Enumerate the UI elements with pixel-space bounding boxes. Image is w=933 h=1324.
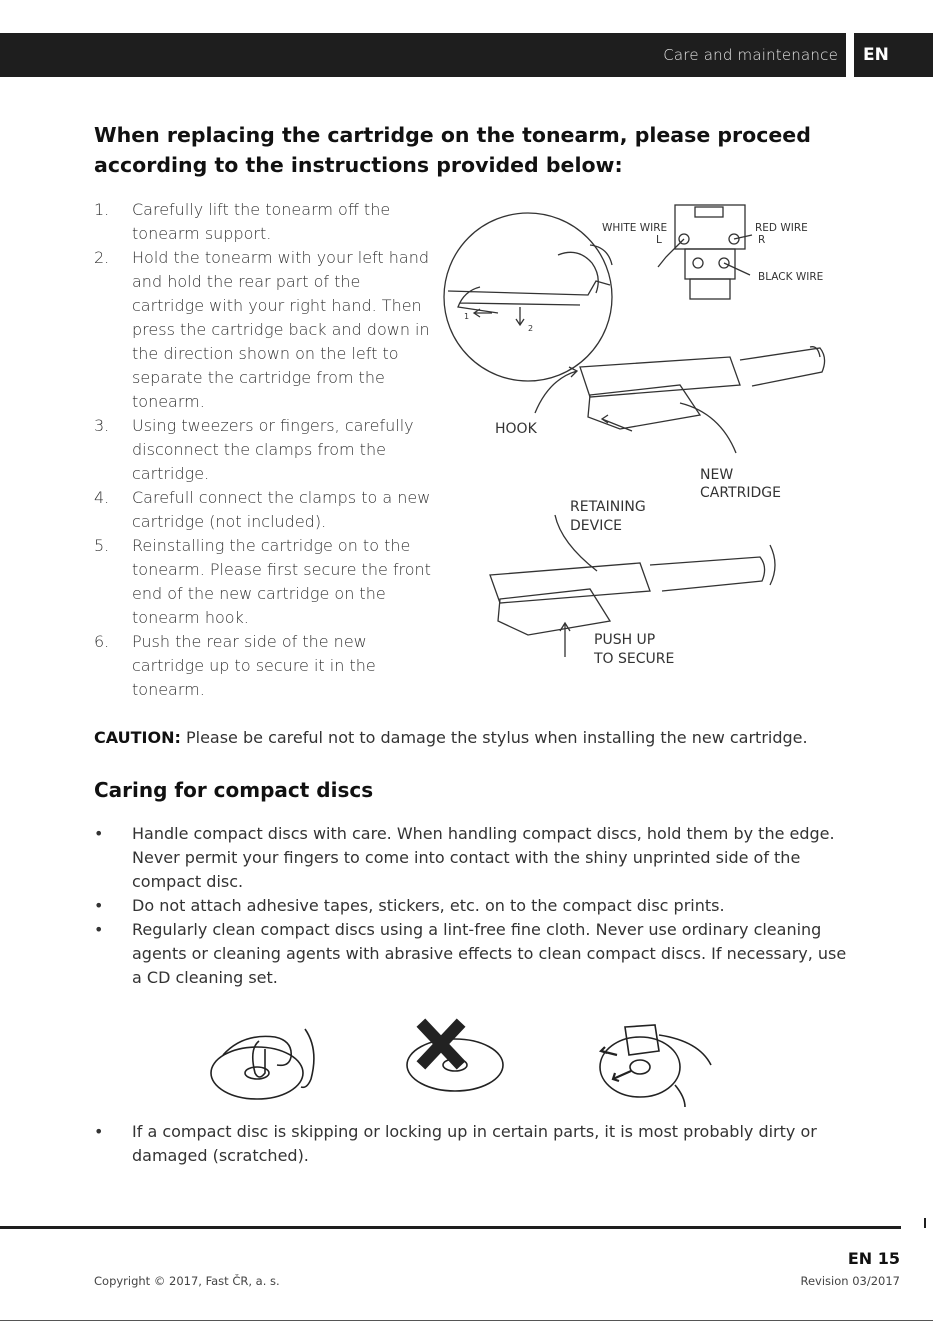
label-left: L bbox=[656, 234, 662, 246]
step-item bbox=[94, 198, 434, 246]
step-text: Push the rear side of the new cartridge up to secure it in the tonearm. bbox=[132, 632, 376, 699]
list-item bbox=[94, 1120, 854, 1168]
label-push-up: PUSH UP bbox=[594, 632, 656, 648]
tonearm-upper bbox=[580, 347, 825, 397]
page-number: EN 15 bbox=[847, 1249, 900, 1268]
step-text: Hold the tonearm with your left hand and hold the rear part of the cartridge with your right hand. Then press the cartridge back and down in the direction shown on the left to separate the cartridge from the tonearm. bbox=[132, 248, 430, 411]
step-number: 3. bbox=[94, 416, 110, 435]
bullet-symbol: • bbox=[94, 896, 104, 915]
header-bar bbox=[0, 33, 933, 77]
cd-cleaning-illustration bbox=[595, 1015, 720, 1110]
step-number: 4. bbox=[94, 488, 110, 507]
footer-divider bbox=[0, 1226, 901, 1229]
hand-sketch bbox=[448, 245, 612, 313]
cartridge-diagram bbox=[440, 195, 860, 675]
step-number: 5. bbox=[94, 536, 110, 555]
bullet-symbol: • bbox=[94, 824, 104, 843]
step-number: 6. bbox=[94, 632, 110, 651]
inset-circle bbox=[444, 213, 612, 381]
hook-arrow bbox=[535, 367, 577, 413]
label-arrow-2: 2 bbox=[528, 324, 534, 333]
footer-divider-tail bbox=[924, 1218, 926, 1228]
list-item-text: If a compact disc is skipping or locking up in certain parts, it is most probably dirty or damaged (scratched). bbox=[132, 1122, 817, 1165]
insert-arrow bbox=[602, 415, 632, 431]
section-title: When replacing the cartridge on the tonearm, please proceed according to the instructions provided below: bbox=[94, 123, 811, 177]
cd-no-tape-illustration bbox=[400, 1015, 510, 1095]
copyright-text: Copyright © 2017, Fast ČR, a. s. bbox=[94, 1274, 280, 1288]
label-to-secure: TO SECURE bbox=[594, 651, 675, 667]
label-right: R bbox=[758, 234, 766, 246]
cd-care-list bbox=[94, 822, 854, 990]
label-arrow-1: 1 bbox=[464, 312, 470, 321]
step-text: Carefull connect the clamps to a new cartridge (not included). bbox=[132, 488, 431, 531]
step-text: Reinstalling the cartridge on to the tonearm. Please first secure the front end of the new cartridge on the tonearm hook. bbox=[132, 536, 431, 627]
label-white-wire: WHITE WIRE bbox=[602, 222, 668, 234]
cd-hold-illustration bbox=[205, 1015, 330, 1105]
list-item-text: Handle compact discs with care. When handling compact discs, hold them by the edge. Never permit your fingers to come into contact with the shiny unprinted side of the compact disc. bbox=[132, 824, 835, 891]
step-number: 1. bbox=[94, 200, 110, 219]
step-text: Using tweezers or fingers, carefully disconnect the clamps from the cartridge. bbox=[132, 416, 414, 483]
bottom-border bbox=[0, 1320, 933, 1321]
caution-text: Please be careful not to damage the stylus when installing the new cartridge. bbox=[180, 728, 808, 747]
step-item bbox=[94, 534, 434, 630]
bullet-symbol: • bbox=[94, 1122, 104, 1141]
arrow-2 bbox=[516, 307, 524, 325]
step-item bbox=[94, 414, 434, 486]
step-text: Carefully lift the tonearm off the tonearm support. bbox=[132, 200, 391, 243]
language-badge: EN bbox=[863, 45, 889, 65]
new-cartridge-upper bbox=[588, 385, 700, 429]
revision-text: Revision 03/2017 bbox=[800, 1274, 900, 1288]
list-item bbox=[94, 822, 854, 894]
list-item-text: Regularly clean compact discs using a lint-free fine cloth. Never use ordinary cleaning agents or cleaning agents with abrasive effects to clean compact discs. If necessary, use a CD cleaning set. bbox=[132, 920, 847, 987]
step-number: 2. bbox=[94, 248, 110, 267]
step-item bbox=[94, 486, 434, 534]
instruction-steps bbox=[94, 198, 434, 702]
bullet-symbol: • bbox=[94, 920, 104, 939]
list-item bbox=[94, 918, 854, 990]
step-item bbox=[94, 246, 434, 414]
header-section-title: Care and maintenance bbox=[663, 46, 838, 64]
label-red-wire: RED WIRE bbox=[755, 222, 808, 234]
cartridge-rear-outline bbox=[675, 205, 745, 249]
pin-black-left bbox=[693, 258, 703, 268]
label-device: DEVICE bbox=[570, 518, 622, 534]
caution-note bbox=[94, 726, 874, 750]
caution-label: CAUTION: bbox=[94, 728, 181, 747]
label-new: NEW bbox=[700, 467, 734, 483]
push-up-arrow bbox=[560, 623, 570, 657]
label-hook: HOOK bbox=[495, 421, 537, 437]
cd-care-title: Caring for compact discs bbox=[94, 778, 374, 802]
list-item bbox=[94, 894, 854, 918]
tonearm-lower bbox=[490, 545, 775, 603]
label-retaining: RETAINING bbox=[570, 499, 646, 515]
step-item bbox=[94, 630, 434, 702]
list-item-text: Do not attach adhesive tapes, stickers, etc. on to the compact disc prints. bbox=[132, 896, 725, 915]
header-divider bbox=[846, 33, 854, 77]
cd-skipping-note bbox=[94, 1120, 854, 1168]
label-black-wire: BLACK WIRE bbox=[758, 271, 824, 283]
label-cartridge: CARTRIDGE bbox=[700, 485, 781, 501]
